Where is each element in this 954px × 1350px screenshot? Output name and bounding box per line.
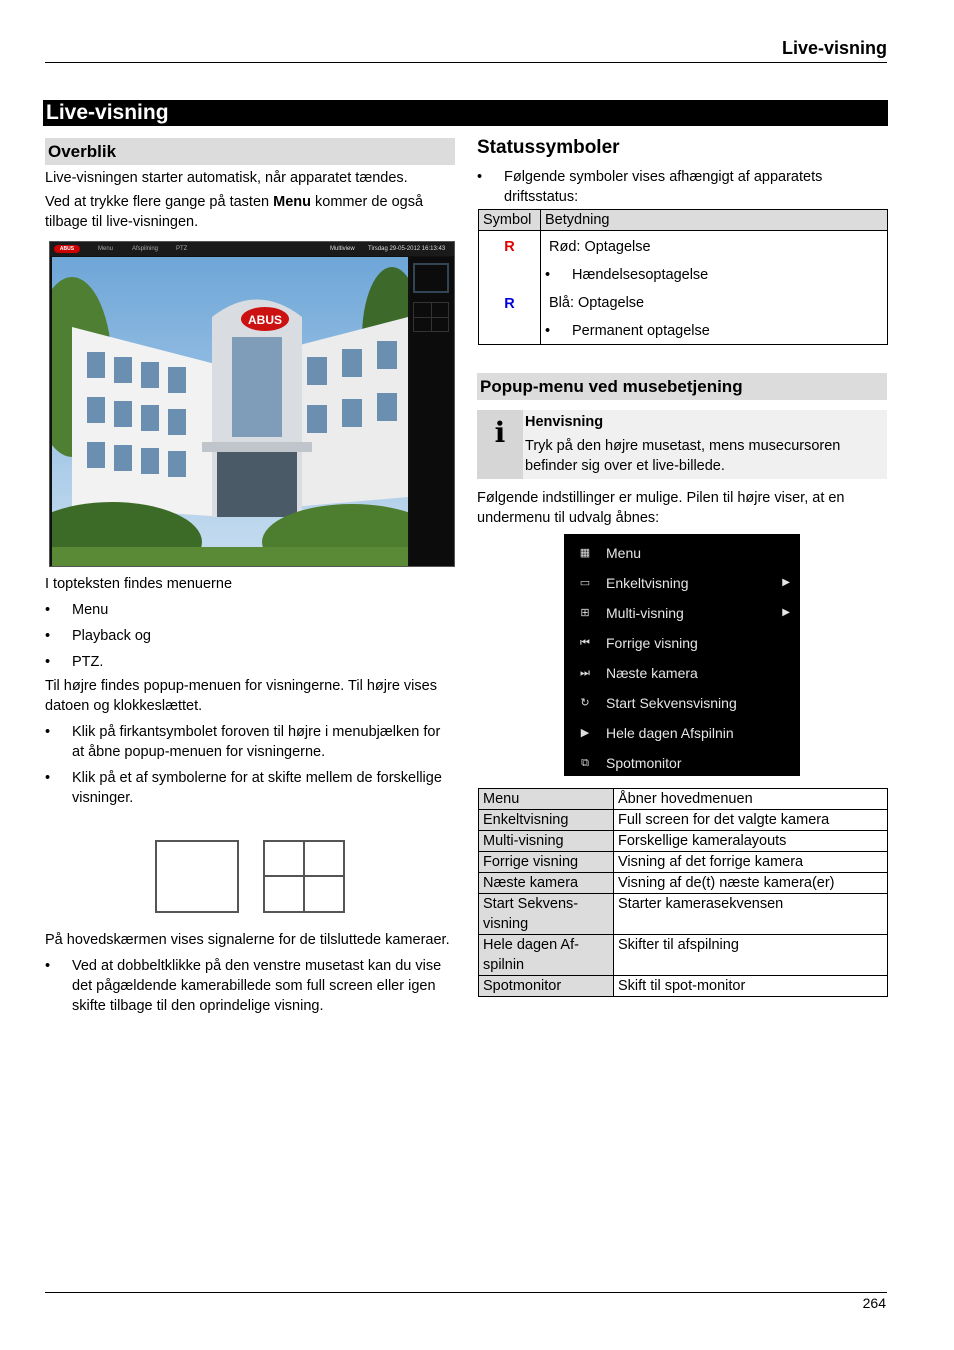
single-layout-thumb — [413, 263, 449, 293]
popup-options-intro: Følgende indstillinger er mulige. Pilen til højre viser, at en undermenu til udvalg åbnes: — [477, 490, 845, 526]
col-meaning-header: Betydning — [541, 210, 888, 231]
menu-list — [45, 600, 455, 672]
menus-intro: I topteksten findes menuerne — [45, 576, 233, 592]
popup-item-single-view: ▭ Enkeltvisning ▶ — [564, 568, 800, 598]
meaning-cell — [541, 231, 888, 345]
red-sub-list — [545, 265, 879, 285]
main-screen-paragraph: På hovedskærmen vises signalerne for de tilsluttede kameraer. — [45, 932, 450, 948]
play-icon: ▶ — [580, 727, 590, 739]
instruction-list — [45, 722, 455, 808]
function-desc: Full screen for det valgte kamera — [614, 810, 888, 831]
view-layout-icons — [155, 840, 355, 914]
instruction-item: • Klik på firkantsymbolet foroven til højre i menubjælken for at åbne popup-menuen for visningerne. — [45, 722, 455, 762]
popup-item-spot-monitor: ⧉ Spotmonitor — [564, 748, 800, 778]
svg-text:ABUS: ABUS — [247, 313, 283, 327]
popup-item-multi-view: ⊞ Multi-visning ▶ — [564, 598, 800, 628]
quad-view-icon — [264, 841, 344, 912]
previous-icon: ⏮ — [580, 637, 590, 649]
table-row — [479, 894, 888, 935]
submenu-arrow-icon: ▶ — [782, 577, 790, 588]
red-sub: • Hændelsesoptagelse — [545, 265, 879, 285]
popup-heading: Popup-menu ved musebetjening — [477, 373, 887, 400]
quad-layout-thumb — [413, 302, 449, 332]
chapter-title: Live-visning — [43, 100, 888, 126]
spot-monitor-icon: ⧉ — [581, 757, 589, 769]
doubleclick-list — [45, 956, 455, 1016]
table-row — [479, 852, 888, 873]
screenshot-menu-item: Menu — [98, 246, 114, 252]
abus-logo: ABUS — [54, 245, 80, 253]
screenshot-menubar — [50, 242, 454, 256]
main-screen-section — [45, 930, 455, 1016]
function-name: Start Sekvens- visning — [479, 894, 614, 935]
note-body — [525, 412, 883, 476]
info-icon: i — [477, 410, 523, 479]
overview-paragraph-1: Live-visningen starter automatisk, når apparatet tændes. — [45, 170, 408, 186]
note-box — [477, 410, 887, 479]
single-view-icon — [156, 841, 238, 912]
status-table — [478, 209, 888, 345]
overview-section — [45, 138, 455, 232]
function-name: Næste kamera — [479, 873, 614, 894]
running-header: Live-visning — [781, 38, 887, 58]
blue-record-symbol: R — [504, 296, 515, 312]
note-text: Tryk på den højre musetast, mens musecursoren befinder sig over et live-billede. — [525, 438, 841, 474]
blue-meaning: Blå: Optagelse — [549, 295, 645, 311]
table-row — [479, 976, 888, 997]
popup-function-table — [478, 788, 888, 997]
popup-item-sequence: ↻ Start Sekvensvisning — [564, 688, 800, 718]
live-view-screenshot — [49, 241, 455, 567]
status-intro-list — [477, 167, 888, 207]
function-name: Multi-visning — [479, 831, 614, 852]
sequence-icon: ↻ — [580, 697, 590, 709]
status-heading: Statussymboler — [477, 137, 620, 158]
camera-image — [52, 257, 408, 566]
menu-list-item: • Playback og — [45, 626, 455, 646]
menu-list-item: • PTZ. — [45, 652, 455, 672]
function-name: Forrige visning — [479, 852, 614, 873]
menu-key-label: Menu — [273, 194, 311, 210]
screenshot-datetime: Tirsdag 29-05-2012 16:13:43 — [368, 246, 446, 252]
function-desc: Starter kamerasekvensen — [614, 894, 888, 935]
screenshot-mode: Multiview — [330, 246, 355, 252]
function-desc: Skifter til afspilning — [614, 935, 888, 976]
popup-menu-screenshot — [564, 534, 800, 776]
table-row — [479, 935, 888, 976]
doubleclick-item: • Ved at dobbeltklikke på den venstre musetast kan du vise det pågældende kamerabillede som full screen eller igen skifte tilbage til den oprindelige visning. — [45, 956, 455, 1016]
col-symbol-header: Symbol — [479, 210, 541, 231]
blue-sub: • Permanent optagelse — [545, 321, 879, 341]
status-intro: • Følgende symboler vises afhængigt af apparatets driftsstatus: — [477, 167, 888, 207]
function-desc: Skift til spot-monitor — [614, 976, 888, 997]
function-desc: Åbner hovedmenuen — [614, 789, 888, 810]
popup-item-previous-view: ⏮ Forrige visning — [564, 628, 800, 658]
table-row — [479, 789, 888, 810]
function-name: Menu — [479, 789, 614, 810]
popup-item-next-camera: ⏭ Næste kamera — [564, 658, 800, 688]
overview-continued — [45, 574, 455, 808]
function-desc: Visning af de(t) næste kamera(er) — [614, 873, 888, 894]
function-desc: Visning af det forrige kamera — [614, 852, 888, 873]
function-desc: Forskellige kameralayouts — [614, 831, 888, 852]
screenshot-sidebar — [410, 257, 454, 566]
popup-item-menu: ▦ Menu — [564, 538, 800, 568]
table-row — [479, 873, 888, 894]
footer-rule — [45, 1292, 887, 1293]
popup-item-playback: ▶ Hele dagen Afspilnin — [564, 718, 800, 748]
note-title: Henvisning — [525, 414, 604, 430]
blue-sub-list — [545, 321, 879, 341]
header-rule — [45, 62, 887, 63]
red-record-symbol: R — [504, 239, 515, 255]
grid-icon: ▦ — [579, 547, 591, 559]
menu-list-item: • Menu — [45, 600, 455, 620]
multi-view-icon: ⊞ — [580, 607, 590, 619]
function-name: Enkeltvisning — [479, 810, 614, 831]
table-row — [479, 831, 888, 852]
layout-icons-svg — [155, 840, 355, 914]
function-name: Hele dagen Af- spilnin — [479, 935, 614, 976]
screenshot-menu-item: PTZ — [176, 246, 188, 252]
overview-heading: Overblik — [45, 138, 455, 165]
function-name: Spotmonitor — [479, 976, 614, 997]
symbol-cell — [479, 231, 541, 345]
single-view-icon: ▭ — [579, 577, 591, 589]
table-row — [479, 810, 888, 831]
building-illustration — [52, 257, 408, 566]
overview-paragraph-2: Ved at trykke flere gange på tasten Menu kommer de også tilbage til live-visningen. — [45, 194, 424, 230]
popup-intro-paragraph: Til højre findes popup-menuen for visningerne. Til højre vises datoen og klokkeslættet. — [45, 678, 437, 714]
submenu-arrow-icon: ▶ — [782, 607, 790, 618]
page-number: 264 — [862, 1295, 886, 1311]
next-icon: ⏭ — [580, 667, 590, 679]
instruction-item: • Klik på et af symbolerne for at skifte mellem de forskellige visninger. — [45, 768, 455, 808]
screenshot-menu-item: Afspilning — [132, 246, 159, 252]
status-section — [477, 136, 888, 207]
red-meaning: Rød: Optagelse — [549, 239, 651, 255]
